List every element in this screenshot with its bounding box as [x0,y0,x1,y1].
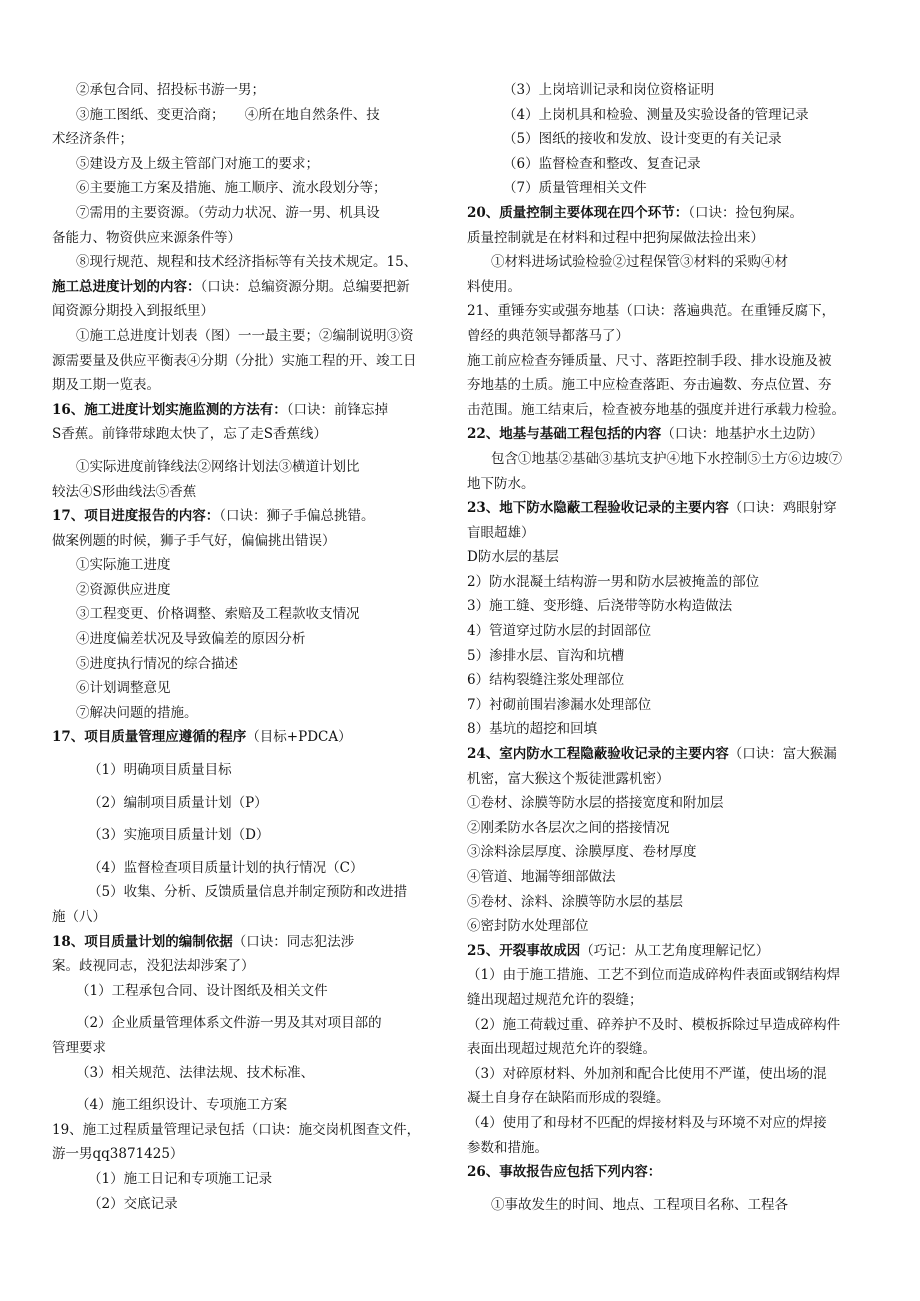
text-line [52,78,462,103]
text-line [467,644,879,669]
line-text: 施（八） [52,909,106,925]
text-line [467,619,879,644]
line-text: 游一男qq3871425） [52,1146,184,1163]
text-line [467,127,879,152]
text-line [52,480,462,505]
text-line [467,865,879,890]
text-line [467,1160,879,1185]
text-line [52,275,462,300]
line-text: ⑧现行规范、规程和技术经济指标等有关技术规定。15、 [76,254,418,271]
line-text: 质量控制就是在材料和过程中把狗屎做法捡出来） [467,229,764,246]
text-line [52,1061,462,1086]
text-line [467,693,879,718]
text-line [467,1037,879,1062]
text-line [467,324,879,349]
text-line [52,455,462,480]
text-line [52,701,462,726]
line-text: ⑤建设方及上级主管部门对施工的要求； [76,155,319,172]
text-line [52,152,462,177]
line-text: （5）图纸的接收和发放、设计变更的有关记录 [503,131,782,148]
text-line [52,398,462,423]
text-line [52,1036,462,1061]
line-text: （3）实施项目质量计划（D） [88,827,270,844]
text-line [467,1013,879,1038]
section-heading: 16、施工进度计划实施监测的方法有： [52,401,287,418]
line-text: （4）施工组织设计、专项施工方案 [76,1097,288,1114]
text-line [52,299,462,324]
line-text: ③涂料涂层厚度、涂膜厚度、卷材厚度 [467,844,697,861]
text-line [52,504,462,529]
section-heading: 22、地基与基础工程包括的内容 [467,426,662,443]
text-line [467,103,879,128]
text-line [467,840,879,865]
text-line [52,578,462,603]
line-text: （3）相关规范、法律法规、技术标准、 [76,1064,315,1081]
line-text: （3）对碎原材料、外加剂和配合比使用不严谨，使出场的混 [467,1065,827,1082]
text-line [52,954,462,979]
line-text: 包含①地基②基础③基坑支护④地下水控制⑤土方⑥边坡⑦ [491,450,842,467]
line-text: 做案例题的时候，狮子手气好，偏偏挑出错误） [52,532,336,549]
line-text: （2）交底记录 [88,1195,178,1212]
text-line [467,521,879,546]
line-text: ①施工总进度计划表（图）一一最主要；②编制说明③资 [76,327,414,344]
text-line [52,823,462,848]
right-column [467,78,879,1217]
text-line [467,816,879,841]
line-text: 21、重锤夯实或强夯地基（口诀：落遍典范。在重锤反腐下， [467,303,836,320]
line-text: 凝土自身存在缺陷而形成的裂缝。 [467,1090,670,1107]
line-text: （2）编制项目质量计划（P） [88,794,268,811]
text-line [52,529,462,554]
text-line [467,472,879,497]
section-heading: 17、项目进度报告的内容： [52,508,220,525]
text-line [467,422,879,447]
line-text: （6）监督检查和整改、复查记录 [503,155,701,172]
text-line [467,668,879,693]
text-line [52,176,462,201]
text-line [467,373,879,398]
text-line [52,226,462,251]
text-line [467,570,879,595]
line-text: （1）工程承包合同、设计图纸及相关文件 [76,982,328,999]
section-heading: 17、项目质量管理应遵循的程序 [52,729,247,746]
mnemonic-note: （口诀：富大猴漏 [728,746,837,763]
text-line [467,275,879,300]
mnemonic-note: （口诀：捡包狗屎。 [688,204,804,221]
line-text: 夯地基的土质。施工中应检查落距、夯击遍数、夯点位置、夯 [467,377,832,394]
line-text: 2）防水混凝土结构游一男和防水层被掩盖的部位 [467,573,760,590]
text-line [52,1011,462,1036]
text-line [52,602,462,627]
section-heading: 18、项目质量计划的编制依据 [52,933,233,950]
text-line [52,553,462,578]
line-text: 闻资源分期投入到报纸里） [52,303,214,320]
line-text: ⑤进度执行情况的综合描述 [76,655,238,672]
section-heading: 20、质量控制主要体现在四个环节： [467,204,689,221]
line-text: 7）衬砌前围岩渗漏水处理部位 [467,696,652,713]
line-text: ④进度偏差状况及导致偏差的原因分析 [76,631,306,648]
line-text: ⑦解决问题的措施。 [76,704,198,721]
line-text: ⑥计划调整意见 [76,680,171,697]
mnemonic-note: （巧记：从工艺角度理解记忆） [580,942,770,959]
text-line [467,398,879,423]
text-line [467,299,879,324]
text-line [467,791,879,816]
text-line [52,373,462,398]
mnemonic-note: （口诀：狮子手偏总挑错。 [219,508,375,525]
text-line [52,422,462,447]
line-text: （5）收集、分析、反馈质量信息并制定预防和改进措 [88,884,408,901]
line-text: （2）施工荷载过重、碎养护不及时、模板拆除过早造成碎构件 [467,1016,841,1033]
text-line [467,988,879,1013]
text-line [467,767,879,792]
text-line [467,1193,879,1218]
line-text: ⑥密封防水处理部位 [467,918,589,935]
text-line [467,594,879,619]
line-text: ①实际施工进度 [76,557,171,574]
line-text: 曾经的典范领导都落马了） [467,327,629,344]
line-text: 击范围。施工结束后，检查被夯地基的强度并进行承载力检验。 [467,401,845,418]
line-text: ①材料进场试验检验②过程保管③材料的采购④材 [491,254,788,271]
line-text: ①实际进度前锋线法②网络计划法③横道计划比 [76,458,360,475]
text-line [467,742,879,767]
text-line [467,1111,879,1136]
text-line [52,349,462,374]
line-text: ⑦需用的主要资源。（劳动力状况、游一男、机具设 [76,204,380,221]
section-heading: 26、事故报告应包括下列内容： [467,1164,662,1181]
mnemonic-note: （口诀：总编资源分期。总编要把新 [200,278,410,295]
text-line [52,930,462,955]
text-line [52,880,462,905]
text-line [467,1136,879,1161]
line-text: 4）管道穿过防水层的封固部位 [467,623,652,640]
line-text: （1）由于施工措施、工艺不到位而造成碎构件表面或钢结构焊 [467,967,841,984]
text-line [52,1093,462,1118]
text-line [467,226,879,251]
line-text: （1）施工日记和专项施工记录 [88,1170,273,1187]
mnemonic-note: （口诀：鸡眼射穿 [728,500,837,517]
line-text: ②承包合同、招投标书游一男； [76,82,265,98]
line-text: 术经济条件； [52,131,133,148]
section-heading: 25、开裂事故成因 [467,942,581,959]
line-text: 3）施工缝、变形缝、后浇带等防水构造做法 [467,598,733,615]
line-text: ②资源供应进度 [76,581,171,598]
line-text: 较法④S形曲线法⑤香蕉 [52,483,197,500]
line-text: ②刚柔防水各层次之间的搭接情况 [467,819,670,836]
text-line [467,201,879,226]
text-line [52,627,462,652]
line-text: ⑤卷材、涂料、涂膜等防水层的基层 [467,893,683,910]
line-text: 19、施工过程质量管理记录包括（口诀：施交岗机图查文件， [52,1121,421,1138]
line-text: ①卷材、涂膜等防水层的搭接宽度和附加层 [467,795,724,812]
text-line [467,545,879,570]
line-text: ③施工图纸、变更洽商； ④所在地自然条件、技 [76,106,380,123]
line-text: S香蕉。前锋带球跑太快了，忘了走S香蕉线） [52,426,327,443]
text-line [52,127,462,152]
line-text: （4）使用了和母材不匹配的焊接材料及与环境不对应的焊接 [467,1114,827,1131]
text-line [467,717,879,742]
line-text: 6）结构裂缝注浆处理部位 [467,672,625,689]
text-line [467,250,879,275]
line-text: ③工程变更、价格调整、索赔及工程款收支情况 [76,606,360,623]
line-text: 源需要量及供应平衡表④分期（分批）实施工程的开、竣工日 [52,352,417,369]
text-line [467,1062,879,1087]
line-text: 8）基坑的超挖和回填 [467,721,598,738]
line-text: 机密，富大猴这个叛徒泄露机密） [467,770,670,787]
line-text: 施工前应检查夯锤质量、尺寸、落距控制手段、排水设施及被 [467,352,832,369]
mnemonic-note: （口诀：地基护水土边防） [661,426,824,443]
line-text: （3）上岗培训记录和岗位资格证明 [503,82,715,98]
text-line [467,152,879,177]
text-line [52,1167,462,1192]
line-text: 盲眼超雄） [467,524,535,541]
line-text: （2）企业质量管理体系文件游一男及其对项目部的 [76,1015,382,1032]
line-text: （4）监督检查项目质量计划的执行情况（C） [88,859,364,876]
mnemonic-note: （口诀：同志犯法涉 [232,933,355,950]
text-line [52,1192,462,1217]
text-line [467,914,879,939]
text-line [467,963,879,988]
text-line [52,791,462,816]
line-text: 管理要求 [52,1039,106,1056]
text-line [52,725,462,750]
text-line [52,1142,462,1167]
text-line [52,324,462,349]
text-line [52,905,462,930]
left-column [52,78,462,1216]
line-text: （7）质量管理相关文件 [503,180,647,197]
line-text: 表面出现超过规范允许的裂缝。 [467,1041,656,1058]
text-line [52,979,462,1004]
line-text: ①事故发生的时间、地点、工程项目名称、工程各 [491,1196,788,1213]
text-line [467,349,879,374]
line-text: ④管道、地漏等细部做法 [467,869,616,885]
text-line [52,676,462,701]
line-text: （4）上岗机具和检验、测量及实验设备的管理记录 [503,106,809,123]
line-text: 参数和措施。 [467,1139,548,1156]
line-text: 缝出现超过规范允许的裂缝； [467,991,643,1008]
line-text: （1）明确项目质量目标 [88,762,232,779]
line-text: ⑥主要施工方案及措施、施工顺序、流水段划分等； [76,180,387,197]
line-text: 期及工期一览表。 [52,377,160,394]
text-line [467,447,879,472]
section-heading: 施工总进度计划的内容： [52,278,201,295]
text-line [52,250,462,275]
text-line [52,856,462,881]
text-line [52,758,462,783]
line-text: 5）渗排水层、盲沟和坑槽 [467,647,625,664]
line-text: 案。歧视同志，没犯法却涉案了） [52,958,255,975]
text-line [467,176,879,201]
text-line [52,1118,462,1143]
section-heading: 23、地下防水隐蔽工程验收记录的主要内容 [467,500,729,517]
text-line [52,201,462,226]
text-line [467,78,879,103]
section-heading: 24、室内防水工程隐蔽验收记录的主要内容 [467,746,729,763]
line-text: D防水层的基层 [467,549,559,566]
text-line [467,496,879,521]
text-line [467,1086,879,1111]
line-text: 料使用。 [467,278,521,295]
text-line [52,103,462,128]
text-line [467,890,879,915]
line-text: 地下防水。 [467,475,535,492]
mnemonic-note: （口诀：前锋忘掉 [286,401,389,418]
text-line [52,652,462,677]
mnemonic-note: （目标+PDCA） [246,729,352,746]
line-text: 备能力、物资供应来源条件等） [52,229,241,246]
text-line [467,939,879,964]
